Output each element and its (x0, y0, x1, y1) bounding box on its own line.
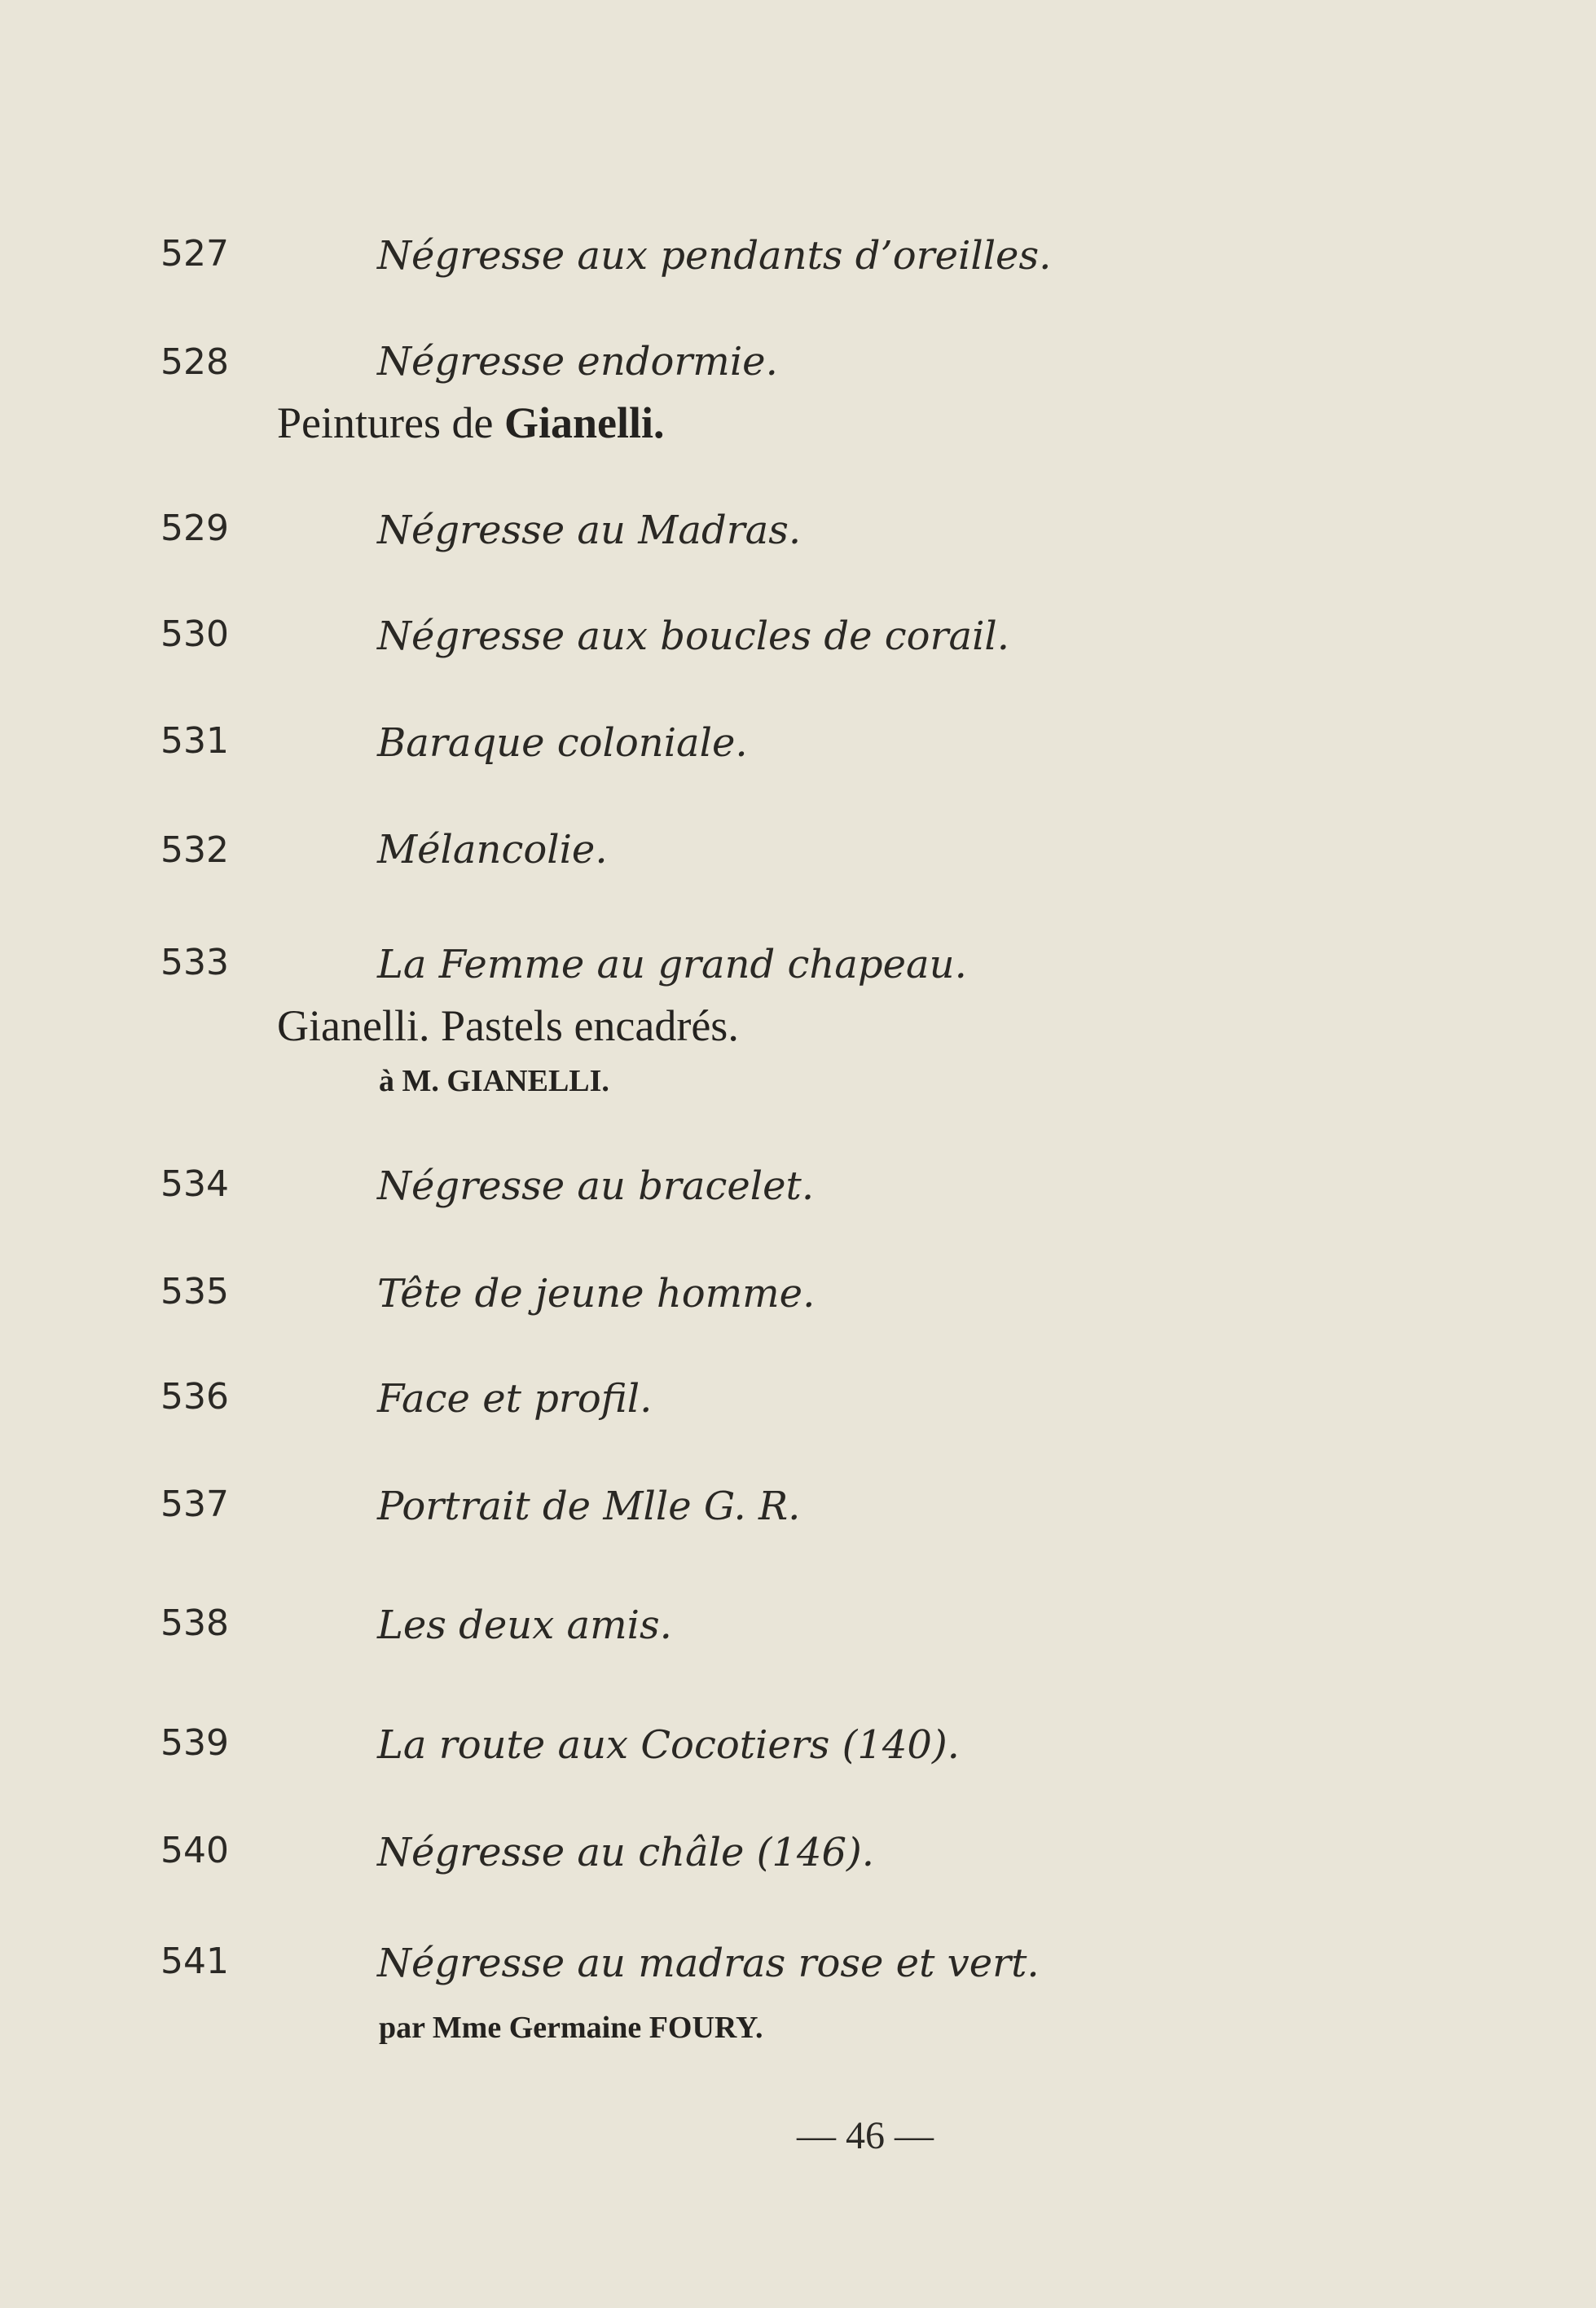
entry-title: Négresse au bracelet. (377, 1163, 815, 1209)
entry-number: 529 (160, 508, 229, 549)
entry-number: 534 (160, 1163, 229, 1205)
lender-line: à M. GIANELLI. (379, 1064, 609, 1098)
entry-title: Baraque coloniale. (377, 720, 748, 766)
entry-number: 537 (160, 1484, 229, 1525)
entry-title: Négresse aux pendants d’oreilles. (377, 233, 1052, 279)
heading-prefix: Peintures de (277, 398, 494, 447)
entry-number: 539 (160, 1722, 229, 1764)
entry-title: Négresse au madras rose et vert. (377, 1941, 1040, 1986)
entry-number: 531 (160, 720, 229, 762)
artist-name: Gianelli. (503, 398, 665, 447)
entry-number: 541 (160, 1941, 229, 1982)
entry-title: Face et profil. (377, 1376, 653, 1422)
entry-title: Négresse au Madras. (377, 508, 802, 553)
entry-title: Négresse aux boucles de corail. (377, 613, 1010, 659)
entry-number: 533 (160, 942, 229, 983)
section-heading-pastels: Gianelli. Pastels encadrés. (277, 1001, 739, 1050)
entry-number: 538 (160, 1602, 229, 1644)
entry-number: 527 (160, 233, 229, 275)
entry-title: La Femme au grand chapeau. (377, 942, 967, 987)
entry-number: 535 (160, 1271, 229, 1312)
entry-number: 536 (160, 1376, 229, 1418)
entry-number: 540 (160, 1830, 229, 1871)
entry-title: Négresse au châle (146). (377, 1830, 874, 1875)
entry-title: Mélancolie. (377, 827, 608, 873)
section-heading-peintures (277, 398, 665, 447)
page-number: — 46 — (797, 2114, 934, 2157)
entry-title: La route aux Cocotiers (140). (377, 1722, 960, 1768)
entry-title: Négresse endormie. (377, 339, 778, 385)
entry-title: Les deux amis. (377, 1602, 672, 1648)
entry-number: 528 (160, 341, 229, 383)
entry-number: 532 (160, 829, 229, 871)
entry-title: Portrait de Mlle G. R. (377, 1484, 801, 1529)
entry-title: Tête de jeune homme. (377, 1271, 816, 1317)
entry-number: 530 (160, 613, 229, 655)
lender-line: par Mme Germaine FOURY. (379, 2011, 763, 2045)
